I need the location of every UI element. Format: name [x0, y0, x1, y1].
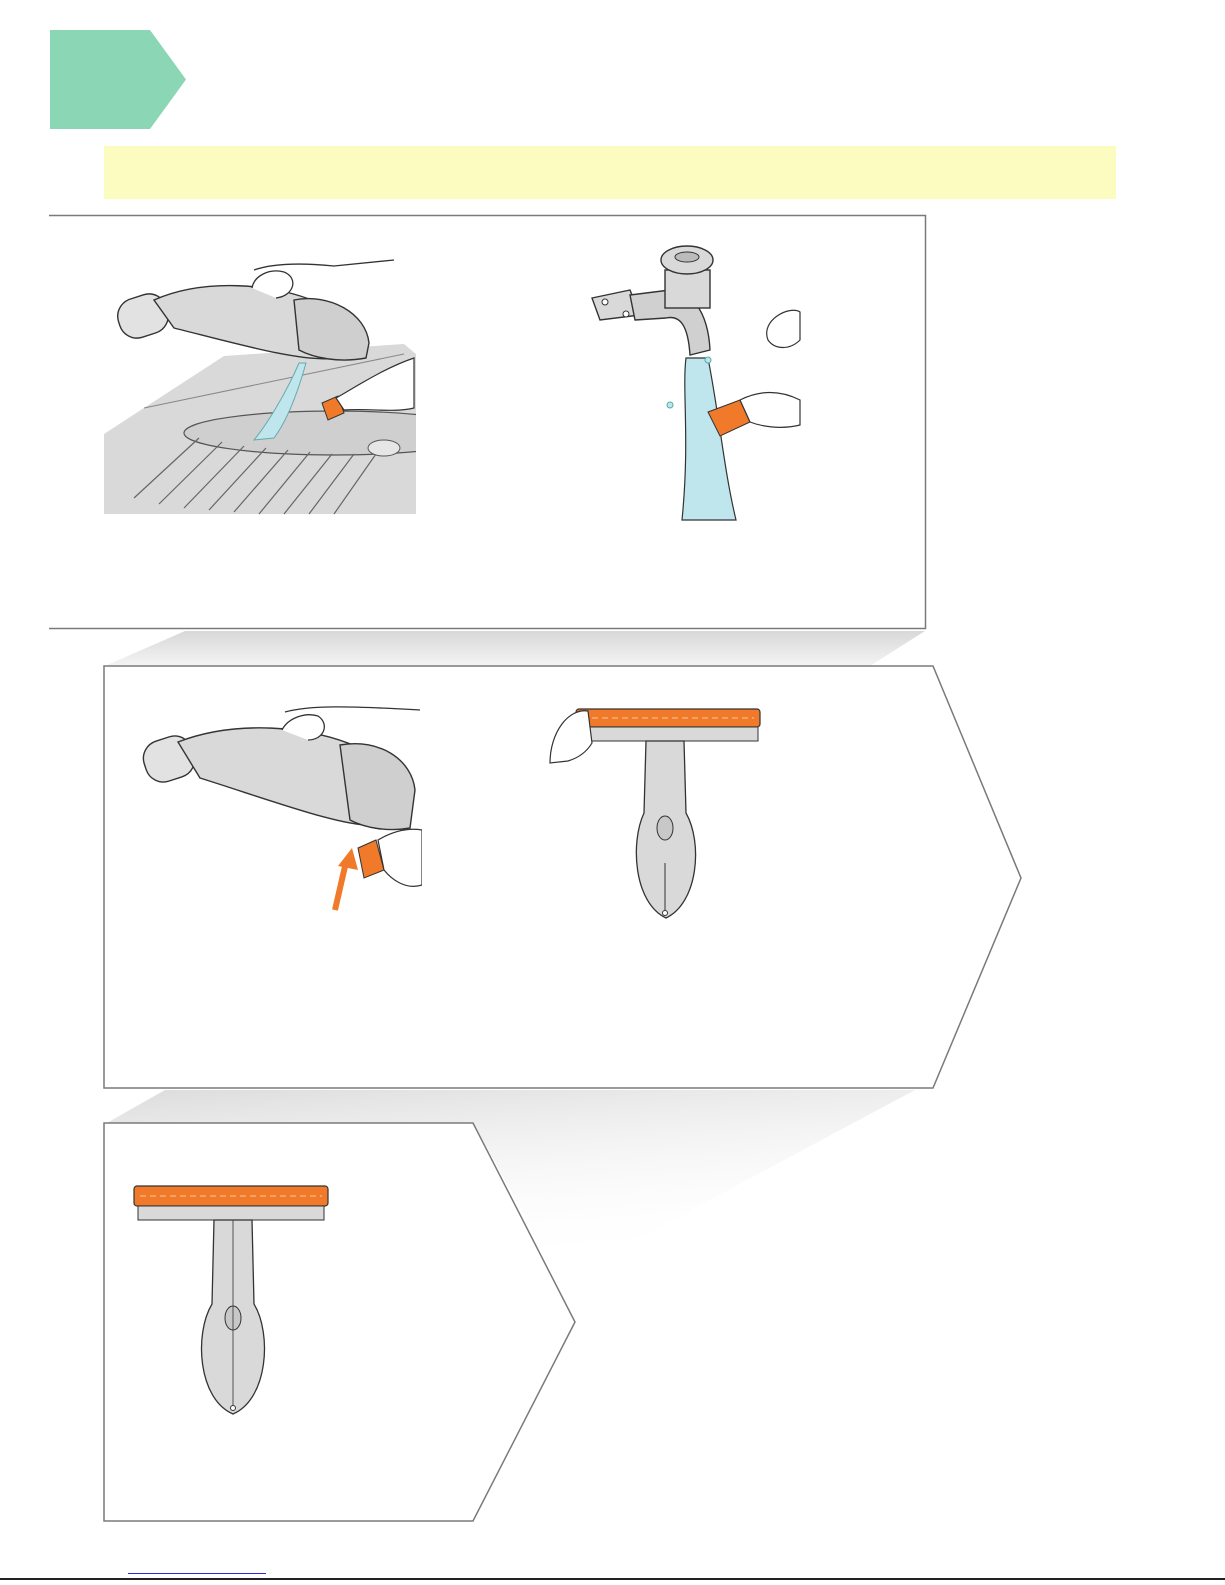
squeegee-filter-illustration	[548, 703, 763, 928]
sink-empty-tank-illustration	[104, 258, 416, 516]
squeegee-illustration	[132, 1184, 332, 1422]
arrow-up-icon	[335, 848, 358, 910]
insert-filter-illustration	[140, 700, 422, 915]
footer-link-underline[interactable]	[128, 1573, 266, 1574]
faucet-rinse-filter-illustration	[590, 240, 805, 525]
footer-rule	[0, 1578, 1225, 1580]
